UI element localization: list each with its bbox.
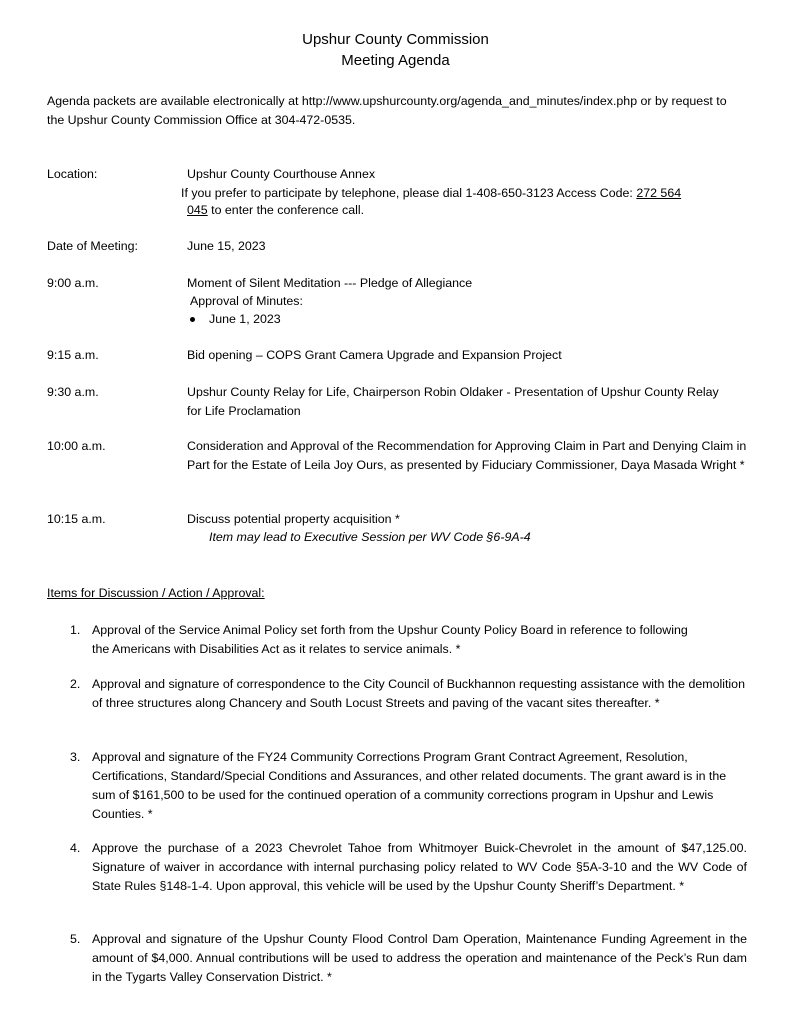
item-number: 4. [70,841,81,855]
location-label: Location: [47,167,98,181]
schedule-time: 9:30 a.m. [47,385,99,399]
item-number: 3. [70,750,81,764]
section-heading: Items for Discussion / Action / Approval: [47,586,265,600]
list-item: Approve the purchase of a 2023 Chevrolet Tahoe from Whitmoyer Buick-Chevrolet in the amount of $47,125.00. Signature of waiver in accordance with internal purchasing policy related to WV Code §5A-3-10 and the WV Code of State Rules §148-1-4. Upon approval, this vehicle will be used by the Upshur County Sheriff’s Department. * [92,841,747,893]
list-item: Approval and signature of the FY24 Community Corrections Program Grant Contract Agreement, Resolution, Certifications, Standard/Special Conditions and Assurances, and other related documents. The grant award is in the sum of $161,500 to be used for the continued operation of a community corrections program in Upshur and Lewis Counties. * [92,750,727,821]
schedule-time: 10:00 a.m. [47,439,106,453]
schedule-bullet-text: June 1, 2023 [209,312,281,326]
bullet-icon [190,317,195,322]
schedule-time: 10:15 a.m. [47,512,106,526]
phone-instructions-cont [187,201,364,220]
access-code-cont: 045 [187,203,208,217]
schedule-time: 9:00 a.m. [47,276,99,290]
schedule-item-text: Moment of Silent Meditation --- Pledge of Allegiance [187,276,473,290]
schedule-time: 9:15 a.m. [47,348,99,362]
date-value: June 15, 2023 [187,239,266,253]
location-value: Upshur County Courthouse Annex [187,167,376,181]
list-item: Approval of the Service Animal Policy set forth from the Upshur County Policy Board in reference to following the Americans with Disabilities Act as it relates to service animals. * [92,623,688,656]
phone-prefix: If you prefer to participate by telephone, please dial 1-408-650-3123 Access Code: [181,186,637,200]
access-code: 272 564 [636,186,682,200]
schedule-item-text: Discuss potential property acquisition * [187,512,400,526]
page-subtitle: Meeting Agenda [341,52,450,69]
intro-paragraph: Agenda packets are available electronically at http://www.upshurcounty.org/agenda_and_minutes/index.php or by request to the Upshur County Commission Office at 304-472-0535. [47,94,727,127]
schedule-item-text: Upshur County Relay for Life, Chairperson Robin Oldaker - Presentation of Upshur County Relay for Life Proclamation [187,385,719,418]
item-number: 1. [70,623,81,637]
date-label: Date of Meeting: [47,239,138,253]
phone-suffix: to enter the conference call. [207,203,365,217]
list-item: Approval and signature of the Upshur County Flood Control Dam Operation, Maintenance Funding Agreement in the amount of $4,000. Annual contributions will be used to address the operation and maintenance of the Peck’s Run dam in the Tygarts Valley Conservation District. * [92,932,747,984]
item-number: 2. [70,677,81,691]
schedule-item-subtext: Approval of Minutes: [190,294,303,308]
schedule-item-text: Bid opening – COPS Grant Camera Upgrade and Expansion Project [187,348,562,362]
item-number: 5. [70,932,81,946]
page-title: Upshur County Commission [302,31,489,48]
schedule-item-text: Consideration and Approval of the Recommendation for Approving Claim in Part and Denying Claim in Part for the Estate of Leila Joy Ours, as presented by Fiduciary Commissioner, Daya Masada Wright * [187,439,747,472]
list-item: Approval and signature of correspondence to the City Council of Buckhannon requesting assistance with the demolition of three structures along Chancery and South Locust Streets and paving of the vacant sites thereafter. * [92,677,745,710]
schedule-item-note: Item may lead to Executive Session per WV Code §6-9A-4 [209,530,531,544]
